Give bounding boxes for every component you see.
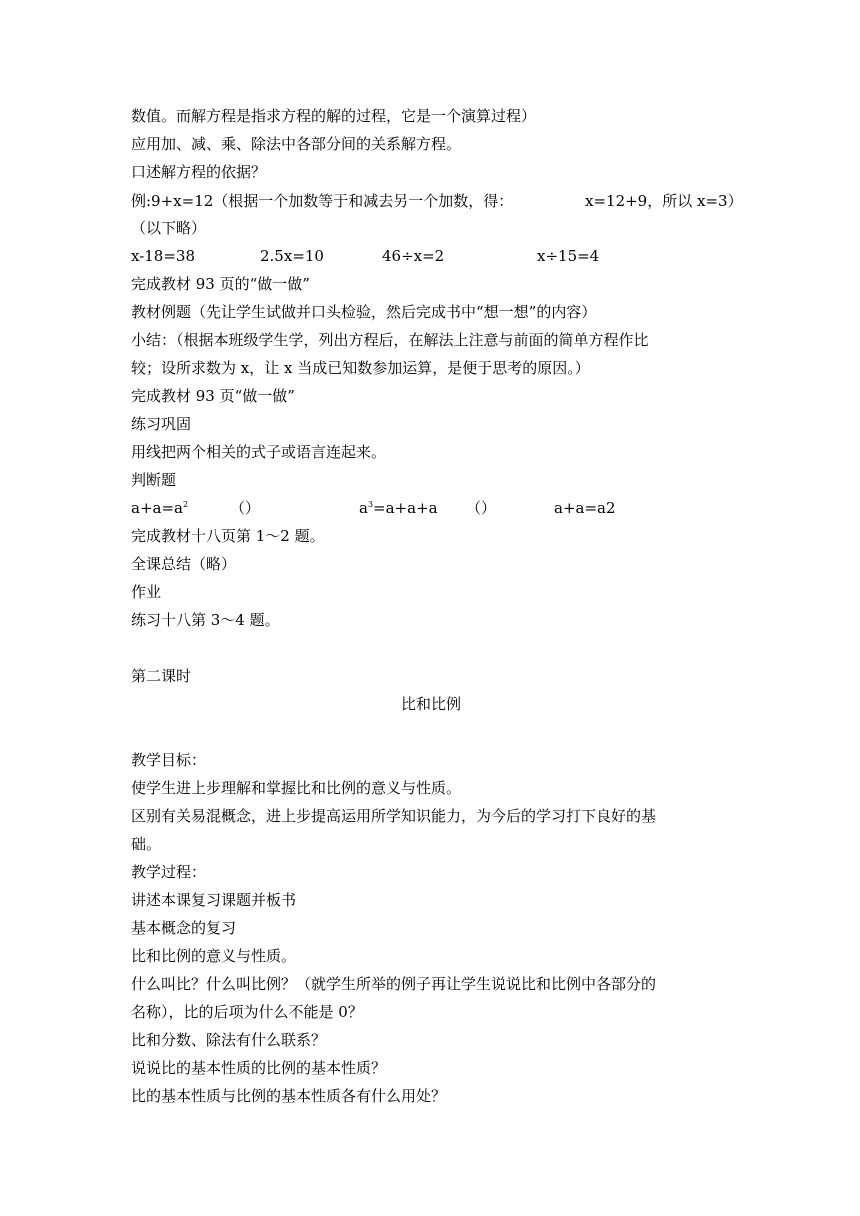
judgement-item: $a+a=a^2$ (131, 499, 189, 517)
text-line: 作业 (131, 583, 162, 601)
judgement-item: $a^3=a+a+a$ (359, 499, 438, 517)
answer-parens: （） (466, 499, 497, 517)
text-line: 练习巩固 (131, 415, 192, 433)
text-line: 教材例题（先让学生试做并口头检验，然后完成书中“想一想”的内容） (131, 303, 597, 321)
equation: x÷15=4 (537, 247, 600, 265)
text-line: 使学生进上步理解和掌握比和比例的意义与性质。 (131, 779, 462, 797)
judgement-item: a+a=a2 (554, 499, 616, 517)
text-line: 小结：（根据本班级学生学，列出方程后，在解法上注意与前面的简单方程作比 (131, 331, 649, 349)
example-solution: x=12+9，所以 x=3） (585, 192, 743, 210)
text-line: 完成教材十八页第 1～2 题。 (131, 527, 325, 545)
text-line: 比的基本性质与比例的基本性质各有什么用处？ (131, 1087, 447, 1105)
text-line: 础。 (131, 835, 162, 853)
text-line: 教学过程： (131, 863, 207, 881)
section-heading: 第二课时 (131, 667, 192, 685)
equation: 2.5x=10 (260, 247, 324, 265)
text-line: 教学目标： (131, 751, 207, 769)
equation: 46÷x=2 (382, 247, 445, 265)
text-line: 较；设所求数为 x，让 x 当成已知数参加运算，是便于思考的原因。） (131, 359, 590, 377)
equation: x-18=38 (131, 247, 196, 265)
text-line: 练习十八第 3～4 题。 (131, 611, 280, 629)
text-line: 完成教材 93 页的“做一做” (131, 275, 310, 293)
text-line: 应用加、减、乘、除法中各部分间的关系解方程。 (131, 135, 462, 153)
text-line: 比和分数、除法有什么联系？ (131, 1031, 327, 1049)
text-line: 比和比例的意义与性质。 (131, 947, 297, 965)
text-line: 数值。而解方程是指求方程的解的过程，它是一个演算过程） (131, 107, 537, 125)
lesson-title: 比和比例 (400, 695, 461, 713)
text-line: 说说比的基本性质的比例的基本性质？ (131, 1059, 387, 1077)
text-line: 口述解方程的依据？ (131, 163, 267, 181)
text-line: 用线把两个相关的式子或语言连起来。 (131, 443, 387, 461)
text-line: 区别有关易混概念，进上步提高运用所学知识能力，为今后的学习打下良好的基 (131, 807, 657, 825)
text-line: 完成教材 93 页“做一做” (131, 387, 295, 405)
text-line: 基本概念的复习 (131, 919, 237, 937)
text-line: 名称），比的后项为什么不能是 0？ (131, 1003, 363, 1021)
text-line: 讲述本课复习课题并板书 (131, 891, 297, 909)
example-text: 例:9+x=12（根据一个加数等于和减去另一个加数，得： (131, 192, 514, 210)
text-line: 什么叫比？什么叫比例？（就学生所举的例子再让学生说说比和比例中各部分的 (131, 975, 657, 993)
answer-parens: （） (230, 499, 261, 517)
text-line: 全课总结（略） (131, 555, 237, 573)
text-line: 判断题 (131, 471, 177, 489)
text-line: （以下略） (131, 219, 207, 237)
